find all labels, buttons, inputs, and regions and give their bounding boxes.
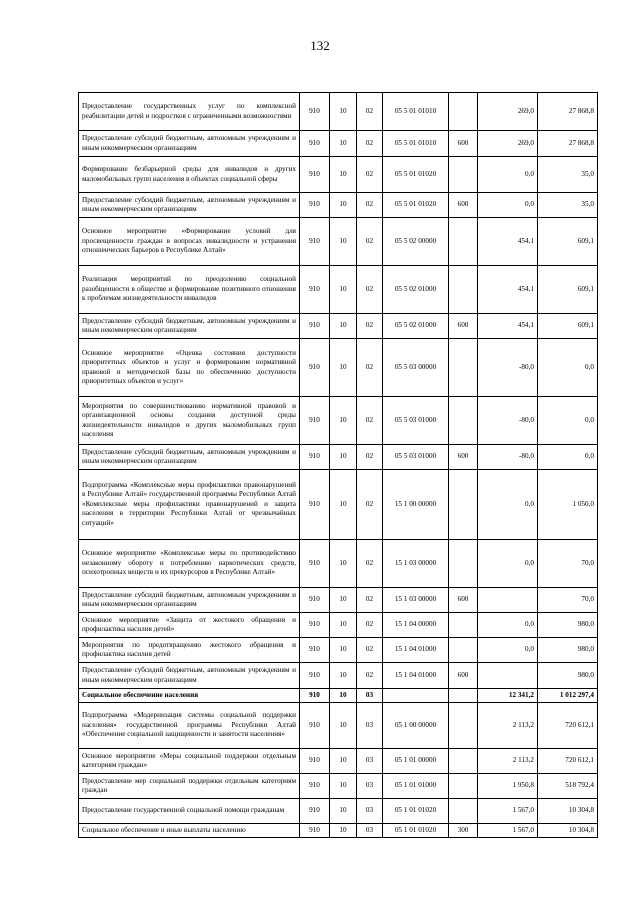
row-name-cell: Предоставление мер социальной поддержки отдельным категориям граждан: [79, 774, 300, 799]
row-admin-code-cell: 910: [300, 540, 330, 588]
row-target-article-cell: 05 5 01 01010: [383, 93, 449, 131]
row-section-cell: 10: [330, 703, 357, 749]
row-expense-type-cell: [449, 613, 478, 638]
row-amount-change-cell: 454,1: [478, 218, 538, 266]
table-row: [79, 588, 598, 613]
row-amount-change-cell: 0,0: [478, 157, 538, 193]
row-subsection-cell: 02: [357, 663, 383, 689]
row-amount-total-cell: 70,0: [538, 588, 598, 613]
row-target-article-cell: 15 1 03 00000: [383, 540, 449, 588]
row-amount-change-cell: 454,1: [478, 314, 538, 339]
row-amount-total-cell: 0,0: [538, 339, 598, 397]
row-name-cell: Предоставление субсидий бюджетным, автономным учреждениям и иным некоммерческим организациям: [79, 131, 300, 157]
row-amount-total-cell: 10 304,8: [538, 824, 598, 838]
row-expense-type-cell: [449, 93, 478, 131]
row-expense-type-cell: 600: [449, 314, 478, 339]
row-name-cell: Социальное обеспечение и иные выплаты населению: [79, 824, 300, 838]
row-expense-type-cell: [449, 638, 478, 663]
row-amount-total-cell: 609,1: [538, 314, 598, 339]
row-target-article-cell: 05 5 01 01020: [383, 157, 449, 193]
row-expense-type-cell: 600: [449, 663, 478, 689]
table-row: [79, 397, 598, 445]
row-target-article-cell: 05 1 01 01020: [383, 824, 449, 838]
row-target-article-cell: 05 5 03 01000: [383, 445, 449, 470]
row-expense-type-cell: 600: [449, 131, 478, 157]
row-subsection-cell: 02: [357, 218, 383, 266]
row-target-article-cell: 05 5 02 01000: [383, 266, 449, 314]
row-section-cell: 10: [330, 93, 357, 131]
row-target-article-cell: 15 1 04 01000: [383, 638, 449, 663]
row-admin-code-cell: 910: [300, 157, 330, 193]
row-section-cell: 10: [330, 131, 357, 157]
row-section-cell: 10: [330, 638, 357, 663]
row-amount-change-cell: 1 567,0: [478, 824, 538, 838]
row-admin-code-cell: 910: [300, 470, 330, 540]
budget-table: [78, 92, 598, 838]
row-subsection-cell: 02: [357, 588, 383, 613]
row-amount-total-cell: 70,0: [538, 540, 598, 588]
table-row: [79, 445, 598, 470]
row-amount-change-cell: -80,0: [478, 445, 538, 470]
table-row: [79, 218, 598, 266]
row-name-cell: Предоставление государственных услуг по комплексной реабилитации детей и подростков с ограниченными возможностями: [79, 93, 300, 131]
row-name-cell: Социальное обеспечение населения: [79, 689, 300, 703]
row-target-article-cell: 05 1 01 01000: [383, 774, 449, 799]
row-target-article-cell: 05 5 03 00000: [383, 339, 449, 397]
row-name-cell: Мероприятия по совершенствованию нормативной правовой и организационной основы создания доступной среды жизнедеятельности инвалидов и других маломобильных групп населения: [79, 397, 300, 445]
table-row: [79, 193, 598, 218]
row-subsection-cell: 02: [357, 314, 383, 339]
row-section-cell: 10: [330, 613, 357, 638]
row-amount-change-cell: [478, 588, 538, 613]
table-row: [79, 824, 598, 838]
row-target-article-cell: [383, 689, 449, 703]
row-target-article-cell: 05 5 02 01000: [383, 314, 449, 339]
row-amount-total-cell: 609,1: [538, 218, 598, 266]
row-section-cell: 10: [330, 218, 357, 266]
row-name-cell: Предоставление субсидий бюджетным, автономным учреждениям и иным некоммерческим организациям: [79, 663, 300, 689]
row-name-cell: Подпрограмма «Модернизация системы социальной поддержки населения» государственной программы Республики Алтай «Обеспечение социальной защищенности и занятости населения»: [79, 703, 300, 749]
table-row: [79, 266, 598, 314]
row-target-article-cell: 15 1 04 00000: [383, 613, 449, 638]
row-section-cell: 10: [330, 314, 357, 339]
row-expense-type-cell: 600: [449, 445, 478, 470]
row-name-cell: Основное мероприятие «Оценка состояния доступности приоритетных объектов и услуг и формирование нормативной правовой и методической базы по обеспечению доступности приоритетных объектов и услуг»: [79, 339, 300, 397]
row-subsection-cell: 03: [357, 749, 383, 774]
table-row: [79, 93, 598, 131]
row-amount-change-cell: -80,0: [478, 397, 538, 445]
row-admin-code-cell: 910: [300, 613, 330, 638]
table-row: [79, 689, 598, 703]
row-admin-code-cell: 910: [300, 799, 330, 824]
row-expense-type-cell: [449, 470, 478, 540]
row-admin-code-cell: 910: [300, 774, 330, 799]
table-row: [79, 157, 598, 193]
row-subsection-cell: 02: [357, 470, 383, 540]
row-amount-change-cell: 2 113,2: [478, 703, 538, 749]
row-target-article-cell: 05 5 01 01010: [383, 131, 449, 157]
row-amount-total-cell: 10 304,8: [538, 799, 598, 824]
row-target-article-cell: 05 1 01 01020: [383, 799, 449, 824]
row-expense-type-cell: [449, 339, 478, 397]
row-section-cell: 10: [330, 397, 357, 445]
row-target-article-cell: 15 1 04 01000: [383, 663, 449, 689]
table-row: [79, 703, 598, 749]
row-amount-change-cell: 0,0: [478, 540, 538, 588]
row-section-cell: 10: [330, 663, 357, 689]
row-name-cell: Основное мероприятие «Комплексные меры по противодействию незаконному обороту и потреблению наркотических средств, психотропных веществ и их прекурсоров в Республике Алтай»: [79, 540, 300, 588]
row-amount-total-cell: 980,0: [538, 638, 598, 663]
row-name-cell: Мероприятия по предотвращению жестокого обращения и профилактика насилия детей: [79, 638, 300, 663]
row-subsection-cell: 02: [357, 131, 383, 157]
row-admin-code-cell: 910: [300, 397, 330, 445]
row-name-cell: Предоставление субсидий бюджетным, автономным учреждениям и иным некоммерческим организациям: [79, 193, 300, 218]
row-subsection-cell: 02: [357, 397, 383, 445]
row-section-cell: 10: [330, 799, 357, 824]
row-amount-change-cell: 2 113,2: [478, 749, 538, 774]
row-admin-code-cell: 910: [300, 824, 330, 838]
row-amount-change-cell: 269,0: [478, 93, 538, 131]
row-target-article-cell: 05 5 03 01000: [383, 397, 449, 445]
row-admin-code-cell: 910: [300, 131, 330, 157]
row-name-cell: Реализация мероприятий по преодолению социальной разобщенности в обществе и формирование позитивного отношения к проблемам жизнедеятельности инвалидов: [79, 266, 300, 314]
table-row: [79, 774, 598, 799]
row-admin-code-cell: 910: [300, 93, 330, 131]
row-amount-total-cell: 0,0: [538, 445, 598, 470]
row-admin-code-cell: 910: [300, 588, 330, 613]
row-admin-code-cell: 910: [300, 638, 330, 663]
row-target-article-cell: 15 1 00 00000: [383, 470, 449, 540]
row-section-cell: 10: [330, 588, 357, 613]
row-target-article-cell: 05 5 02 00000: [383, 218, 449, 266]
row-subsection-cell: 02: [357, 93, 383, 131]
row-amount-change-cell: 269,0: [478, 131, 538, 157]
row-name-cell: Основное мероприятие «Формирование условий для просвещенности граждан в вопросах инвалидности и устранения отношенческих барьеров в Республике Алтай»: [79, 218, 300, 266]
row-name-cell: Формирование безбарьерной среды для инвалидов и других маломобильных групп населения в объектах социальной сферы: [79, 157, 300, 193]
row-expense-type-cell: [449, 749, 478, 774]
row-subsection-cell: 02: [357, 193, 383, 218]
row-amount-change-cell: 0,0: [478, 470, 538, 540]
table-row: [79, 799, 598, 824]
row-admin-code-cell: 910: [300, 749, 330, 774]
row-amount-total-cell: 35,0: [538, 193, 598, 218]
row-target-article-cell: 05 1 00 00000: [383, 703, 449, 749]
row-amount-change-cell: 1 567,0: [478, 799, 538, 824]
row-name-cell: Предоставление субсидий бюджетным, автономным учреждениям и иным некоммерческим организациям: [79, 314, 300, 339]
row-expense-type-cell: [449, 799, 478, 824]
row-name-cell: Предоставление субсидий бюджетным, автономным учреждениям и иным некоммерческим организациям: [79, 445, 300, 470]
row-amount-total-cell: 720 612,1: [538, 703, 598, 749]
row-amount-change-cell: 0,0: [478, 613, 538, 638]
row-amount-change-cell: 0,0: [478, 638, 538, 663]
row-section-cell: 10: [330, 157, 357, 193]
row-admin-code-cell: 910: [300, 193, 330, 218]
row-section-cell: 10: [330, 774, 357, 799]
row-admin-code-cell: 910: [300, 314, 330, 339]
row-amount-change-cell: 1 950,8: [478, 774, 538, 799]
row-name-cell: Основное мероприятие «Меры социальной поддержки отдельным категориям граждан»: [79, 749, 300, 774]
row-section-cell: 10: [330, 749, 357, 774]
row-subsection-cell: 02: [357, 157, 383, 193]
row-expense-type-cell: 600: [449, 193, 478, 218]
row-amount-total-cell: 27 868,8: [538, 131, 598, 157]
row-section-cell: 10: [330, 339, 357, 397]
row-subsection-cell: 03: [357, 774, 383, 799]
row-section-cell: 10: [330, 266, 357, 314]
row-subsection-cell: 02: [357, 445, 383, 470]
row-subsection-cell: 02: [357, 339, 383, 397]
row-subsection-cell: 03: [357, 799, 383, 824]
row-subsection-cell: 03: [357, 703, 383, 749]
row-section-cell: 10: [330, 540, 357, 588]
row-amount-total-cell: 27 868,8: [538, 93, 598, 131]
row-expense-type-cell: [449, 689, 478, 703]
row-section-cell: 10: [330, 689, 357, 703]
table-row: [79, 470, 598, 540]
row-expense-type-cell: 300: [449, 824, 478, 838]
table-row: [79, 613, 598, 638]
row-section-cell: 10: [330, 445, 357, 470]
row-amount-total-cell: 1 050,0: [538, 470, 598, 540]
row-expense-type-cell: [449, 218, 478, 266]
row-amount-change-cell: [478, 663, 538, 689]
row-target-article-cell: 05 1 01 00000: [383, 749, 449, 774]
row-name-cell: Предоставление субсидий бюджетным, автономным учреждениям и иным некоммерческим организациям: [79, 588, 300, 613]
row-name-cell: Подпрограмма «Комплексные меры профилактики правонарушений в Республике Алтай» государственной программы Республики Алтай «Комплексные меры профилактики правонарушений и защита населения в территории Республики Алтай от чрезвычайных ситуаций»: [79, 470, 300, 540]
row-target-article-cell: 15 1 03 00000: [383, 588, 449, 613]
row-section-cell: 10: [330, 193, 357, 218]
row-subsection-cell: 02: [357, 638, 383, 663]
row-admin-code-cell: 910: [300, 445, 330, 470]
row-amount-total-cell: 720 612,1: [538, 749, 598, 774]
table-row: [79, 540, 598, 588]
row-subsection-cell: 02: [357, 540, 383, 588]
row-expense-type-cell: [449, 774, 478, 799]
row-expense-type-cell: [449, 540, 478, 588]
table-row: [79, 638, 598, 663]
row-amount-total-cell: 980,0: [538, 613, 598, 638]
table-body: [79, 93, 598, 838]
row-admin-code-cell: 910: [300, 663, 330, 689]
row-amount-total-cell: 35,0: [538, 157, 598, 193]
row-admin-code-cell: 910: [300, 266, 330, 314]
page-number: 132: [310, 38, 330, 53]
row-amount-total-cell: 980,0: [538, 663, 598, 689]
table-row: [79, 314, 598, 339]
row-expense-type-cell: [449, 157, 478, 193]
row-amount-change-cell: -80,0: [478, 339, 538, 397]
row-expense-type-cell: [449, 703, 478, 749]
row-expense-type-cell: [449, 397, 478, 445]
row-amount-total-cell: 518 792,4: [538, 774, 598, 799]
row-name-cell: Предоставление государственной социальной помощи гражданам: [79, 799, 300, 824]
table-row: [79, 663, 598, 689]
row-admin-code-cell: 910: [300, 339, 330, 397]
row-amount-total-cell: 609,1: [538, 266, 598, 314]
row-target-article-cell: 05 5 01 01020: [383, 193, 449, 218]
row-section-cell: 10: [330, 470, 357, 540]
row-subsection-cell: 02: [357, 613, 383, 638]
table-row: [79, 749, 598, 774]
row-subsection-cell: 03: [357, 824, 383, 838]
row-subsection-cell: 02: [357, 266, 383, 314]
row-section-cell: 10: [330, 824, 357, 838]
row-amount-change-cell: 0,0: [478, 193, 538, 218]
row-expense-type-cell: 600: [449, 588, 478, 613]
row-admin-code-cell: 910: [300, 218, 330, 266]
table-row: [79, 339, 598, 397]
row-amount-change-cell: 454,1: [478, 266, 538, 314]
table-row: [79, 131, 598, 157]
row-subsection-cell: 03: [357, 689, 383, 703]
row-admin-code-cell: 910: [300, 703, 330, 749]
row-amount-change-cell: 12 341,2: [478, 689, 538, 703]
row-admin-code-cell: 910: [300, 689, 330, 703]
row-amount-total-cell: 1 012 297,4: [538, 689, 598, 703]
row-expense-type-cell: [449, 266, 478, 314]
row-amount-total-cell: 0,0: [538, 397, 598, 445]
row-name-cell: Основное мероприятие «Защита от жестокого обращения и профилактика насилия детей»: [79, 613, 300, 638]
